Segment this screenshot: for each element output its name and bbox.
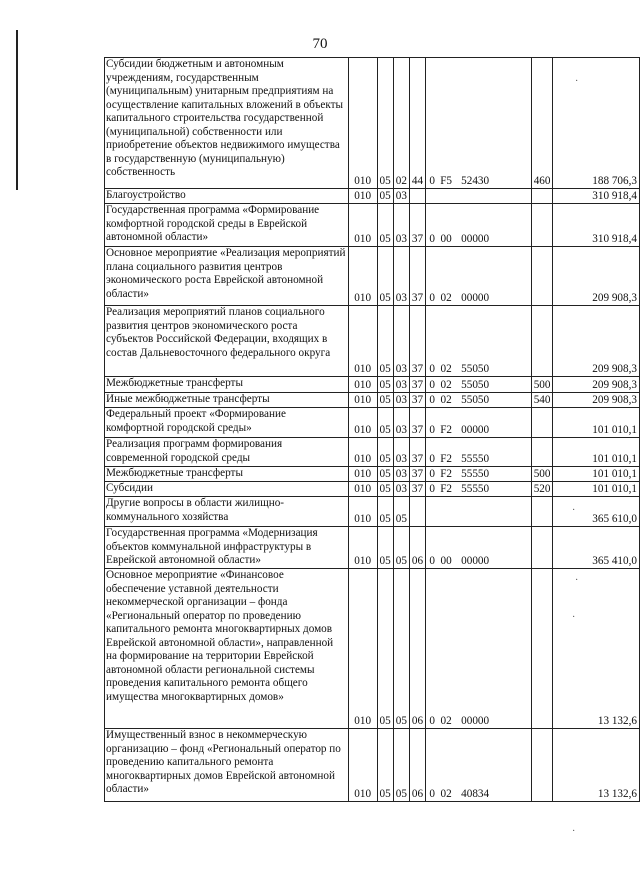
expense-code: 55550 bbox=[461, 452, 490, 465]
csr-code: 00 bbox=[440, 232, 452, 245]
table-row bbox=[105, 527, 640, 569]
prog-code bbox=[409, 189, 425, 204]
amount: 209 908,3 bbox=[553, 247, 640, 306]
table-row bbox=[105, 204, 640, 247]
rz-code: 05 bbox=[377, 497, 393, 527]
vr-code: 500 bbox=[531, 377, 553, 393]
row-name: Межбюджетные трансферты bbox=[105, 467, 349, 482]
row-name: Имущественный взнос в некоммерческую организацию – фонд «Региональный оператор по проведению капитального ремонта многоквартирных домов Еврейской автономной области» bbox=[105, 729, 349, 802]
amount: 101 010,1 bbox=[553, 467, 640, 482]
ved-code: 010 bbox=[348, 408, 377, 438]
page-number: 70 bbox=[312, 36, 328, 52]
rz-code: 05 bbox=[377, 247, 393, 306]
csr-code: F2 bbox=[440, 423, 453, 436]
sub-code: 0 bbox=[429, 423, 435, 436]
ved-code: 010 bbox=[348, 189, 377, 204]
pr-code: 05 bbox=[393, 527, 409, 569]
target-article bbox=[426, 393, 532, 408]
ved-code: 010 bbox=[348, 467, 377, 482]
expense-code: 00000 bbox=[461, 232, 490, 245]
table-row bbox=[105, 377, 640, 393]
ved-code: 010 bbox=[348, 569, 377, 729]
prog-code: 37 bbox=[409, 204, 425, 247]
scan-mark: · bbox=[572, 505, 576, 516]
sub-code: 0 bbox=[429, 482, 435, 495]
vr-code: 540 bbox=[531, 393, 553, 408]
prog-code: 06 bbox=[409, 729, 425, 802]
sub-code: 0 bbox=[429, 174, 435, 187]
row-name: Субсидии бюджетным и автономным учреждениям, государственным (муниципальным) унитарным предприятиям на осуществление капитальных вложений в объекты капитального строительства государственной (муниципальной) собственности или приобретение объектов недвижимого имущества в государственную (муниципальную) собственность bbox=[105, 58, 349, 189]
prog-code: 37 bbox=[409, 247, 425, 306]
expense-code: 55550 bbox=[461, 482, 490, 495]
rz-code: 05 bbox=[377, 58, 393, 189]
target-article bbox=[426, 527, 532, 569]
prog-code: 37 bbox=[409, 438, 425, 467]
csr-code: 02 bbox=[440, 714, 452, 727]
amount: 13 132,6 bbox=[553, 569, 640, 729]
csr-code: 02 bbox=[440, 393, 452, 406]
amount: 209 908,3 bbox=[553, 377, 640, 393]
ved-code: 010 bbox=[348, 377, 377, 393]
sub-code: 0 bbox=[429, 232, 435, 245]
target-article bbox=[426, 482, 532, 497]
expense-code: 00000 bbox=[461, 714, 490, 727]
amount: 310 918,4 bbox=[553, 204, 640, 247]
ved-code: 010 bbox=[348, 58, 377, 189]
target-article bbox=[426, 377, 532, 393]
amount: 310 918,4 bbox=[553, 189, 640, 204]
sub-code: 0 bbox=[429, 291, 435, 304]
ved-code: 010 bbox=[348, 497, 377, 527]
csr-code: F2 bbox=[440, 467, 453, 480]
vr-code bbox=[531, 306, 553, 377]
target-article bbox=[426, 189, 532, 204]
amount: 209 908,3 bbox=[553, 393, 640, 408]
pr-code: 03 bbox=[393, 189, 409, 204]
expense-code: 55050 bbox=[461, 362, 490, 375]
vr-code bbox=[531, 408, 553, 438]
ved-code: 010 bbox=[348, 204, 377, 247]
sub-code: 0 bbox=[429, 467, 435, 480]
table-row bbox=[105, 247, 640, 306]
vr-code: 520 bbox=[531, 482, 553, 497]
rz-code: 05 bbox=[377, 393, 393, 408]
table-row bbox=[105, 497, 640, 527]
csr-code: 02 bbox=[440, 291, 452, 304]
csr-code: F2 bbox=[440, 482, 453, 495]
sub-code: 0 bbox=[429, 452, 435, 465]
vr-code bbox=[531, 527, 553, 569]
vr-code bbox=[531, 189, 553, 204]
table-row bbox=[105, 569, 640, 729]
vr-code bbox=[531, 729, 553, 802]
ved-code: 010 bbox=[348, 482, 377, 497]
target-article bbox=[426, 438, 532, 467]
csr-code: 02 bbox=[440, 362, 452, 375]
ved-code: 010 bbox=[348, 729, 377, 802]
amount: 365 610,0 bbox=[553, 497, 640, 527]
sub-code: 0 bbox=[429, 787, 435, 800]
table-row bbox=[105, 482, 640, 497]
expense-code: 55550 bbox=[461, 467, 490, 480]
target-article bbox=[426, 408, 532, 438]
sub-code: 0 bbox=[429, 362, 435, 375]
csr-code: F2 bbox=[440, 452, 453, 465]
rz-code: 05 bbox=[377, 438, 393, 467]
target-article bbox=[426, 729, 532, 802]
table-row bbox=[105, 189, 640, 204]
vr-code bbox=[531, 497, 553, 527]
prog-code: 37 bbox=[409, 377, 425, 393]
prog-code: 44 bbox=[409, 58, 425, 189]
amount: 188 706,3 bbox=[553, 58, 640, 189]
target-article bbox=[426, 306, 532, 377]
ved-code: 010 bbox=[348, 306, 377, 377]
rz-code: 05 bbox=[377, 482, 393, 497]
scan-mark: · bbox=[572, 612, 576, 623]
scan-mark: · bbox=[575, 575, 579, 586]
target-article bbox=[426, 569, 532, 729]
row-name: Государственная программа «Модернизация объектов коммунальной инфраструктуры в Еврейской автономной области» bbox=[105, 527, 349, 569]
pr-code: 03 bbox=[393, 393, 409, 408]
expense-code: 00000 bbox=[461, 423, 490, 436]
pr-code: 03 bbox=[393, 438, 409, 467]
rz-code: 05 bbox=[377, 527, 393, 569]
pr-code: 03 bbox=[393, 377, 409, 393]
ved-code: 010 bbox=[348, 247, 377, 306]
expense-code: 55050 bbox=[461, 378, 490, 391]
amount: 101 010,1 bbox=[553, 408, 640, 438]
csr-code: 02 bbox=[440, 787, 452, 800]
csr-code: 02 bbox=[440, 378, 452, 391]
pr-code: 03 bbox=[393, 204, 409, 247]
rz-code: 05 bbox=[377, 729, 393, 802]
expense-code: 40834 bbox=[461, 787, 490, 800]
rz-code: 05 bbox=[377, 204, 393, 247]
amount: 13 132,6 bbox=[553, 729, 640, 802]
row-name: Благоустройство bbox=[105, 189, 349, 204]
pr-code: 05 bbox=[393, 569, 409, 729]
pr-code: 03 bbox=[393, 482, 409, 497]
prog-code bbox=[409, 497, 425, 527]
row-name: Федеральный проект «Формирование комфортной городской среды» bbox=[105, 408, 349, 438]
prog-code: 06 bbox=[409, 569, 425, 729]
rz-code: 05 bbox=[377, 306, 393, 377]
vr-code bbox=[531, 438, 553, 467]
sub-code: 0 bbox=[429, 393, 435, 406]
prog-code: 37 bbox=[409, 306, 425, 377]
prog-code: 37 bbox=[409, 482, 425, 497]
row-name: Государственная программа «Формирование комфортной городской среды в Еврейской автономной области» bbox=[105, 204, 349, 247]
target-article bbox=[426, 204, 532, 247]
prog-code: 37 bbox=[409, 408, 425, 438]
pr-code: 03 bbox=[393, 408, 409, 438]
row-name: Основное мероприятие «Финансовое обеспечение уставной деятельности некоммерческой организации – фонда «Региональный оператор по проведению капитального ремонта многоквартирных домов Еврейской автономной области», направленной на формирование на территории Еврейской автономной области региональной системы проведения капитального ремонта общего имущества многоквартирных домов» bbox=[105, 569, 349, 729]
margin-line bbox=[16, 30, 18, 190]
table-row bbox=[105, 729, 640, 802]
row-name: Основное мероприятие «Реализация мероприятий плана социального развития центров экономического роста Еврейской автономной области» bbox=[105, 247, 349, 306]
ved-code: 010 bbox=[348, 393, 377, 408]
pr-code: 02 bbox=[393, 58, 409, 189]
row-name: Другие вопросы в области жилищно-коммунального хозяйства bbox=[105, 497, 349, 527]
table-row bbox=[105, 438, 640, 467]
rz-code: 05 bbox=[377, 569, 393, 729]
prog-code: 37 bbox=[409, 393, 425, 408]
vr-code bbox=[531, 204, 553, 247]
row-name: Субсидии bbox=[105, 482, 349, 497]
rz-code: 05 bbox=[377, 189, 393, 204]
row-name: Иные межбюджетные трансферты bbox=[105, 393, 349, 408]
sub-code: 0 bbox=[429, 554, 435, 567]
row-name: Реализация мероприятий планов социального развития центров экономического роста субъектов Российской Федерации, входящих в состав Дальневосточного федерального округа bbox=[105, 306, 349, 377]
table-row bbox=[105, 306, 640, 377]
pr-code: 05 bbox=[393, 497, 409, 527]
csr-code: 00 bbox=[440, 554, 452, 567]
expense-code: 00000 bbox=[461, 554, 490, 567]
expense-code: 52430 bbox=[461, 174, 490, 187]
row-name: Реализация программ формирования современной городской среды bbox=[105, 438, 349, 467]
expense-code: 00000 bbox=[461, 291, 490, 304]
sub-code: 0 bbox=[429, 714, 435, 727]
vr-code: 460 bbox=[531, 58, 553, 189]
rz-code: 05 bbox=[377, 408, 393, 438]
prog-code: 37 bbox=[409, 467, 425, 482]
pr-code: 03 bbox=[393, 467, 409, 482]
scan-mark: · bbox=[575, 76, 579, 87]
budget-table bbox=[104, 57, 640, 802]
pr-code: 03 bbox=[393, 247, 409, 306]
amount: 101 010,1 bbox=[553, 482, 640, 497]
amount: 209 908,3 bbox=[553, 306, 640, 377]
pr-code: 05 bbox=[393, 729, 409, 802]
table-row bbox=[105, 58, 640, 189]
vr-code bbox=[531, 247, 553, 306]
target-article bbox=[426, 467, 532, 482]
pr-code: 03 bbox=[393, 306, 409, 377]
table-row bbox=[105, 408, 640, 438]
ved-code: 010 bbox=[348, 438, 377, 467]
scan-mark: · bbox=[572, 826, 576, 837]
csr-code: F5 bbox=[440, 174, 453, 187]
amount: 101 010,1 bbox=[553, 438, 640, 467]
table-row bbox=[105, 467, 640, 482]
ved-code: 010 bbox=[348, 527, 377, 569]
amount: 365 410,0 bbox=[553, 527, 640, 569]
sub-code: 0 bbox=[429, 378, 435, 391]
target-article bbox=[426, 247, 532, 306]
expense-code: 55050 bbox=[461, 393, 490, 406]
vr-code bbox=[531, 569, 553, 729]
target-article bbox=[426, 497, 532, 527]
target-article bbox=[426, 58, 532, 189]
rz-code: 05 bbox=[377, 377, 393, 393]
prog-code: 06 bbox=[409, 527, 425, 569]
vr-code: 500 bbox=[531, 467, 553, 482]
rz-code: 05 bbox=[377, 467, 393, 482]
table-row bbox=[105, 393, 640, 408]
row-name: Межбюджетные трансферты bbox=[105, 377, 349, 393]
